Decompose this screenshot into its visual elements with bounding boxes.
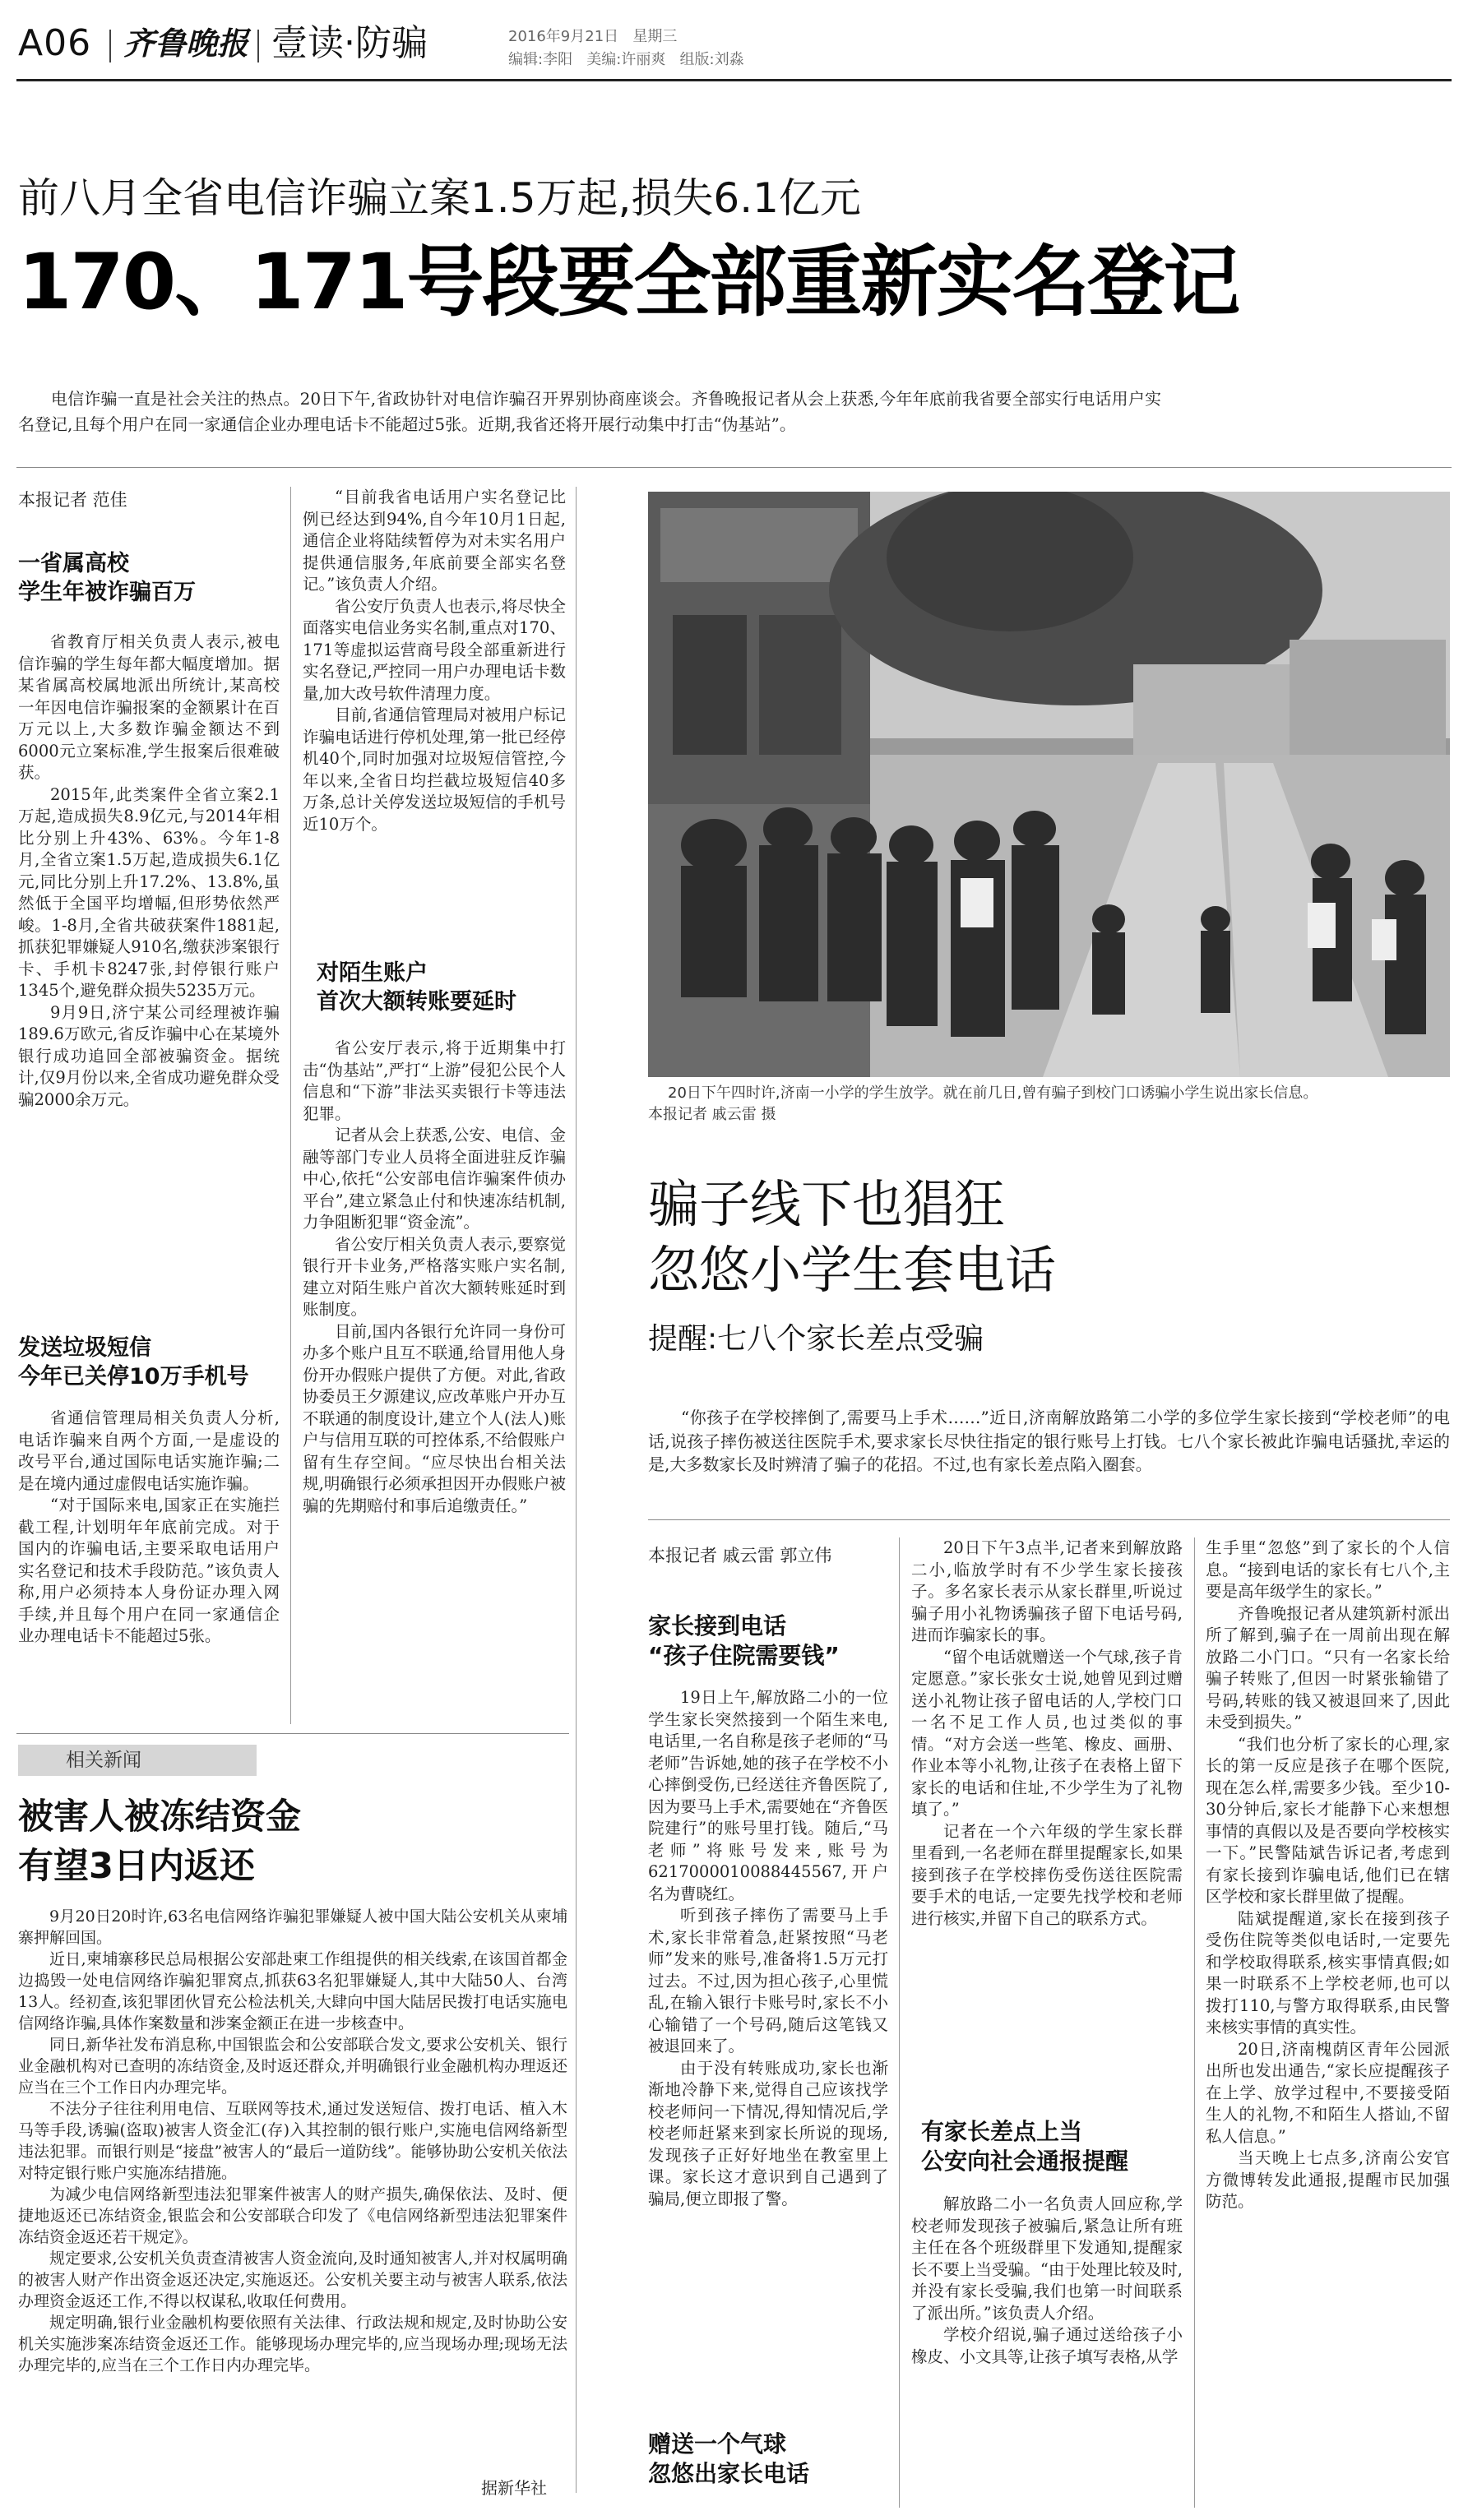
scam-col-divider-2 xyxy=(1194,1537,1195,2508)
section-title: 壹读·防骗 xyxy=(271,22,428,64)
paragraph: 省教育厅相关负责人表示,被电信诈骗的学生每年都大幅度增加。据某省属高校属地派出所统计,某高校一年因电信诈骗报案的金额累计在百万元以上,大多数诈骗金额达不到6000元立案标准,学生报案后很难破获。 xyxy=(18,632,280,782)
scam-col2-a xyxy=(911,1537,1183,2106)
related-title xyxy=(18,1792,561,1891)
paragraph: 解放路二小一名负责人回应称,学校老师发现孩子被骗后,紧急让所有班主任在各个班级群里下发通知,提醒家长不要上当受骗。“由于处理比较及时,并没有家长受骗,我们也第一时间联系了派出所。”该负责人介绍。 xyxy=(911,2194,1183,2323)
subhead-line: 公安向社会通报提醒 xyxy=(921,2148,1129,2175)
paragraph: 近日,柬埔寨移民总局根据公安部赴柬工作组提供的相关线索,在该国首都金边捣毁一处电信网络诈骗犯罪窝点,抓获63名犯罪嫌疑人,其中大陆50人、台湾13人。经初查,该犯罪团伙冒充公检法机关,大肆向中国大陆居民拨打电话实施电信网络诈骗,具体作案数量和涉案金额正在进一步核查中。 xyxy=(18,1950,567,2032)
title-line: 骗子线下也猖狂 xyxy=(648,1174,1006,1234)
paragraph: 9月9日,济宁某公司经理被诈骗189.6万欧元,省反诈骗中心在某境外银行成功追回全部被骗资金。据统计,仅9月份以来,全省成功避免群众受骗2000余万元。 xyxy=(18,1002,280,1109)
paragraph: 同日,新华社发布消息称,中国银监会和公安部联合发文,要求公安机关、银行业金融机构对已查明的冻结资金,及时返还群众,并明确银行业金融机构办理返还应当在三个工作日内办理完毕。 xyxy=(18,2036,567,2097)
scam-col2-b xyxy=(911,2194,1183,2506)
paragraph: 不法分子往往利用电信、互联网等技术,通过发送短信、拨打电话、植入木马等手段,诱骗(盗取)被害人资金汇(存)入其控制的银行账户,实施电信网络新型违法犯罪。而银行则是“接盘”被害人的“最后一道防线”。能够协助公安机关依法对特定银行账户实施冻结措施。 xyxy=(18,2100,567,2182)
subhead-line: 今年已关停10万手机号 xyxy=(18,1364,249,1389)
date-text: 2016年9月21日 xyxy=(508,28,619,45)
paragraph: 由于没有转账成功,家长也渐渐地冷静下来,觉得自己应该找学校老师问一下情况,得知情况后,学校老师赶紧来到家长所说的现场,发现孩子正好好地坐在教室里上课。家长这才意识到自己遇到了骗局,便立即报了警。 xyxy=(648,2058,888,2208)
paragraph: 听到孩子摔伤了需要马上手术,家长非常着急,赶紧按照“马老师”发来的账号,准备将1.5万元打过去。不过,因为担心孩子,心里慌乱,在输入银行卡账号时,家长不小心输错了一个号码,随后这笔钱又被退回来了。 xyxy=(648,1906,888,2055)
scam-subhead-3 xyxy=(921,2117,1184,2176)
subhead-line: “孩子住院需要钱” xyxy=(648,1642,840,1669)
scam-subhead-1 xyxy=(648,1611,895,1671)
paragraph: 目前,省通信管理局对被用户标记诈骗电话进行停机处理,第一批已经停机40个,同时加强对垃圾短信管控,今年以来,全省日均拦截垃圾短信40多万条,总计关停发送垃圾短信的手机号近10万个。 xyxy=(303,705,566,834)
photo-caption: 20日下午四时许,济南一小学的学生放学。就在前几日,曾有骗子到校门口诱骗小学生说出家长信息。 xyxy=(668,1084,1318,1102)
subhead-line: 一省属高校 xyxy=(18,551,129,576)
paragraph: 学校介绍说,骗子通过送给孩子小橡皮、小文具等,让孩子填写表格,从学 xyxy=(911,2325,1183,2366)
scam-col3 xyxy=(1206,1537,1450,2508)
scam-col1 xyxy=(648,1687,888,2452)
header-divider-1 xyxy=(109,30,111,62)
main-subhead-3 xyxy=(317,959,572,1016)
scam-subhead-2 xyxy=(648,2430,895,2489)
paragraph: 2015年,此类案件全省立案2.1万起,造成损失8.9亿元,与2014年相比分别上升43%、63%。今年1-8月,全省立案1.5万起,造成损失6.1亿元,同比分别上升17.2%、13.8%,虽然低于全国平均增幅,但形势依然严峻。1-8月,全省共破获案件1881起,抓获犯罪嫌疑人910名,缴获涉案银行卡、手机卡8247张,封停银行账户1345个,避免群众损失5235万元。 xyxy=(18,784,280,1000)
lead-paragraph: 电信诈骗一直是社会关注的热点。20日下午,省政协针对电信诈骗召开界别协商座谈会。齐鲁晚报记者从会上获悉,今年年底前我省要全部实行电话用户实名登记,且每个用户在同一家通信企业办理电话卡不能超过5张。近期,我省还将开展行动集中打击“伪基站”。 xyxy=(18,389,1161,434)
related-body xyxy=(18,1906,567,2471)
paragraph: 规定要求,公安机关负责查清被害人资金流向,及时通知被害人,并对权属明确的被害人财产作出资金返还决定,实施返还。公安机关要主动与被害人联系,依法办理资金返还工作,不得以权谋私,收取任何费用。 xyxy=(18,2250,567,2310)
subhead-line: 发送垃圾短信 xyxy=(18,1335,151,1361)
photo-credit: 本报记者 戚云雷 摄 xyxy=(648,1106,776,1123)
subhead-line: 赠送一个气球 xyxy=(648,2430,787,2458)
main-col2-b xyxy=(303,1038,566,1720)
paragraph: 当天晚上七点多,济南公安官方微博转发此通报,提醒市民加强防范。 xyxy=(1206,2148,1450,2211)
main-col1-b xyxy=(18,1408,280,1720)
editor: 编辑:李阳 xyxy=(508,51,573,68)
paragraph: 省公安厅负责人也表示,将尽快全面落实电信业务实名制,重点对170、171等虚拟运营商号段全部重新进行实名登记,严控同一用户办理电话卡数量,加大改号软件清理力度。 xyxy=(303,596,566,703)
headline-lead xyxy=(18,386,1161,444)
paragraph: 20日下午3点半,记者来到解放路二小,临放学时有不少学生家长接孩子。多名家长表示从家长群里,听说过骗子用小礼物诱骗孩子留下电话号码,进而诈骗家长的事。 xyxy=(911,1538,1183,1644)
scam-col-divider-1 xyxy=(899,1537,900,2508)
paragraph: 19日上午,解放路二小的一位学生家长突然接到一个陌生来电,电话里,一名自称是孩子老师的“马老师”告诉她,她的孩子在学校不小心摔倒受伤,已经送往齐鲁医院了,因为要马上手术,需要她在“齐鲁医院建行”的账号里打钱。随后,“马老师”将账号发来,账号为6217000010088445567,开户名为曹晓红。 xyxy=(648,1688,888,1903)
scam-article-lead xyxy=(648,1406,1450,1505)
paragraph: “我们也分析了家长的心理,家长的第一反应是孩子在哪个医院,现在怎么样,需要多少钱。至少10-30分钟后,家长才能静下心来想想事情的真假以及是否要向学校核实一下。”民警陆斌告诉记者,考虑到有家长接到诈骗电话,他们已在辖区学校和家长群里做了提醒。 xyxy=(1206,1734,1450,1906)
main-col-divider xyxy=(290,487,291,1724)
left-right-divider xyxy=(576,487,577,2493)
related-news-label xyxy=(18,1745,257,1776)
paragraph: 省公安厅表示,将于近期集中打击“伪基站”,严打“上游”侵犯公民个人信息和“下游”非法买卖银行卡等违法犯罪。 xyxy=(303,1038,566,1123)
header-divider-2 xyxy=(257,30,259,62)
related-top-rule xyxy=(16,1733,569,1734)
paragraph: 9月20日20时许,63名电信网络诈骗犯罪嫌疑人被中国大陆公安机关从柬埔寨押解回国。 xyxy=(18,1907,567,1947)
paragraph: 省通信管理局相关负责人分析,电话诈骗来自两个方面,一是虚设的改号平台,通过国际电话实施诈骗;二是在境内通过虚假电话实施诈骗。 xyxy=(18,1408,280,1493)
main-col2-a xyxy=(303,487,566,941)
subhead-line: 对陌生账户 xyxy=(317,960,428,986)
paragraph: “留个电话就赠送一个气球,孩子肯定愿意。”家长张女士说,她曾见到过赠送小礼物让孩子留电话的人,学校门口一名不足工作人员,也过类似的事情。“对方会送一些笔、橡皮、画册、作业本等小礼物,让孩子在表格上留下家长的电话和住址,不少学生为了礼物填了。” xyxy=(911,1647,1183,1819)
main-subhead-1 xyxy=(18,549,314,607)
editor-credits xyxy=(508,48,744,69)
subhead-line: 忽悠出家长电话 xyxy=(648,2460,810,2487)
weekday-text: 星期三 xyxy=(632,28,678,45)
related-source: 据新华社 xyxy=(481,2478,547,2498)
main-subhead-2 xyxy=(18,1334,314,1391)
main-col1-a xyxy=(18,631,280,1324)
paper-logo: 齐鲁晚报 xyxy=(123,25,249,62)
related-label-text: 相关新闻 xyxy=(66,1750,141,1771)
main-article-byline: 本报记者 范佳 xyxy=(18,490,127,510)
scam-article-title xyxy=(648,1172,1438,1303)
masthead-rule xyxy=(16,79,1452,81)
paragraph: 陆斌提醒道,家长在接到孩子受伤住院等类似电话时,一定要先和学校取得联系,核实事情真假;如果一时联系不上学校老师,也可以拨打110,与警方取得联系,由民警来核实事情的真实性。 xyxy=(1206,1908,1450,2037)
subhead-line: 有家长差点上当 xyxy=(921,2118,1083,2145)
paragraph: 记者从会上获悉,公安、电信、金融等部门专业人员将全面进驻反诈骗中心,依托“公安部电信诈骗案件侦办平台”,建立紧急止付和快速冻结机制,力争阻断犯罪“资金流”。 xyxy=(303,1126,566,1232)
subhead-line: 首次大额转账要延时 xyxy=(317,989,516,1015)
photo-illustration xyxy=(648,492,1450,1077)
paragraph: 规定明确,银行业金融机构要依照有关法律、行政法规和规定,及时协助公安机关实施涉案冻结资金返还工作。能够现场办理完毕的,应当现场办理;现场无法办理完毕的,应当在三个工作日内办理完毕。 xyxy=(18,2314,567,2374)
lead-paragraph: “你孩子在学校摔倒了,需要马上手术……”近日,济南解放路第二小学的多位学生家长接到“学校老师”的电话,说孩子摔伤被送往医院手术,要求家长尽快往指定的银行账号上打钱。七八个家长被此诈骗电话骚扰,幸运的是,大多数家长及时辨清了骗子的花招。不过,也有家长差点陷入圈套。 xyxy=(648,1408,1450,1474)
subhead-line: 学生年被诈骗百万 xyxy=(18,580,196,605)
page-number: A06 xyxy=(18,22,92,64)
paragraph: 目前,国内各银行允许同一身份可办多个账户且互不联通,给冒用他人身份开办假账户提供了方便。对此,省政协委员王夕源建议,应改革账户开办互不联通的制度设计,建立个人(法人)账户与信用互联的可控体系,不给假账户留有生存空间。“应尽快出台相关法规,明确银行必须承担因开办假账户被骗的先期赔付和事后追缴责任。” xyxy=(303,1321,566,1515)
paragraph: 齐鲁晚报记者从建筑新村派出所了解到,骗子在一周前出现在解放路二小门口。“只有一名家长给骗子转账了,但因一时紧张输错了号码,转账的钱又被退回来了,因此未受到损失。” xyxy=(1206,1603,1450,1732)
paragraph: “目前我省电话用户实名登记比例已经达到94%,自今年10月1日起,通信企业将陆续暂停为对未实名用户提供通信服务,年底前要全部实名登记。”该负责人介绍。 xyxy=(303,488,566,594)
paragraph: 记者在一个六年级的学生家长群里看到,一名老师在群里提醒家长,如果接到孩子在学校摔伤受伤送往医院需要手术的电话,一定要先找学校和老师进行核实,并留下自己的联系方式。 xyxy=(911,1821,1183,1928)
main-headline: 170、171号段要全部重新实名登记 xyxy=(18,238,1239,327)
lead-rule xyxy=(16,467,1452,468)
paragraph: 省公安厅相关负责人表示,要察觉银行开卡业务,严格落实账户实名制,建立对陌生账户首次大额转账延时到账制度。 xyxy=(303,1234,566,1319)
headline-kicker: 前八月全省电信诈骗立案1.5万起,损失6.1亿元 xyxy=(18,174,861,222)
scam-lead-rule xyxy=(648,1519,1450,1520)
paragraph: 为减少电信网络新型违法犯罪案件被害人的财产损失,确保依法、及时、便捷地返还已冻结资金,银监会和公安部联合印发了《电信网络新型违法犯罪案件冻结资金返还若干规定》。 xyxy=(18,2185,567,2246)
art-editor: 美编:许丽爽 xyxy=(586,51,666,68)
scam-byline: 本报记者 戚云雷 郭立伟 xyxy=(648,1546,832,1565)
paragraph: 生手里“忽悠”到了家长的个人信息。“接到电话的家长有七八个,主要是高年级学生的家长。” xyxy=(1206,1538,1450,1601)
scam-article-subtitle: 提醒:七八个家长差点受骗 xyxy=(648,1322,984,1356)
paragraph: “对于国际来电,国家正在实施拦截工程,计划明年年底前完成。对于国内的诈骗电话,主要采取电话用户实名登记和技术手段防范。”该负责人称,用户必须持本人身份证办理入网手续,并且每个用户在同一家通信企业办理电话卡不能超过5张。 xyxy=(18,1496,280,1645)
news-photo xyxy=(648,492,1450,1077)
issue-date xyxy=(508,25,677,46)
title-line: 忽悠小学生套电话 xyxy=(648,1240,1057,1300)
title-line: 有望3日内返还 xyxy=(18,1846,255,1887)
paragraph: 20日,济南槐荫区青年公园派出所也发出通告,“家长应提醒孩子在上学、放学过程中,不要接受陌生人的礼物,不和陌生人搭讪,不留私人信息。” xyxy=(1206,2039,1450,2146)
layout-editor: 组版:刘淼 xyxy=(679,51,744,68)
title-line: 被害人被冻结资金 xyxy=(18,1796,301,1838)
subhead-line: 家长接到电话 xyxy=(648,1612,787,1639)
